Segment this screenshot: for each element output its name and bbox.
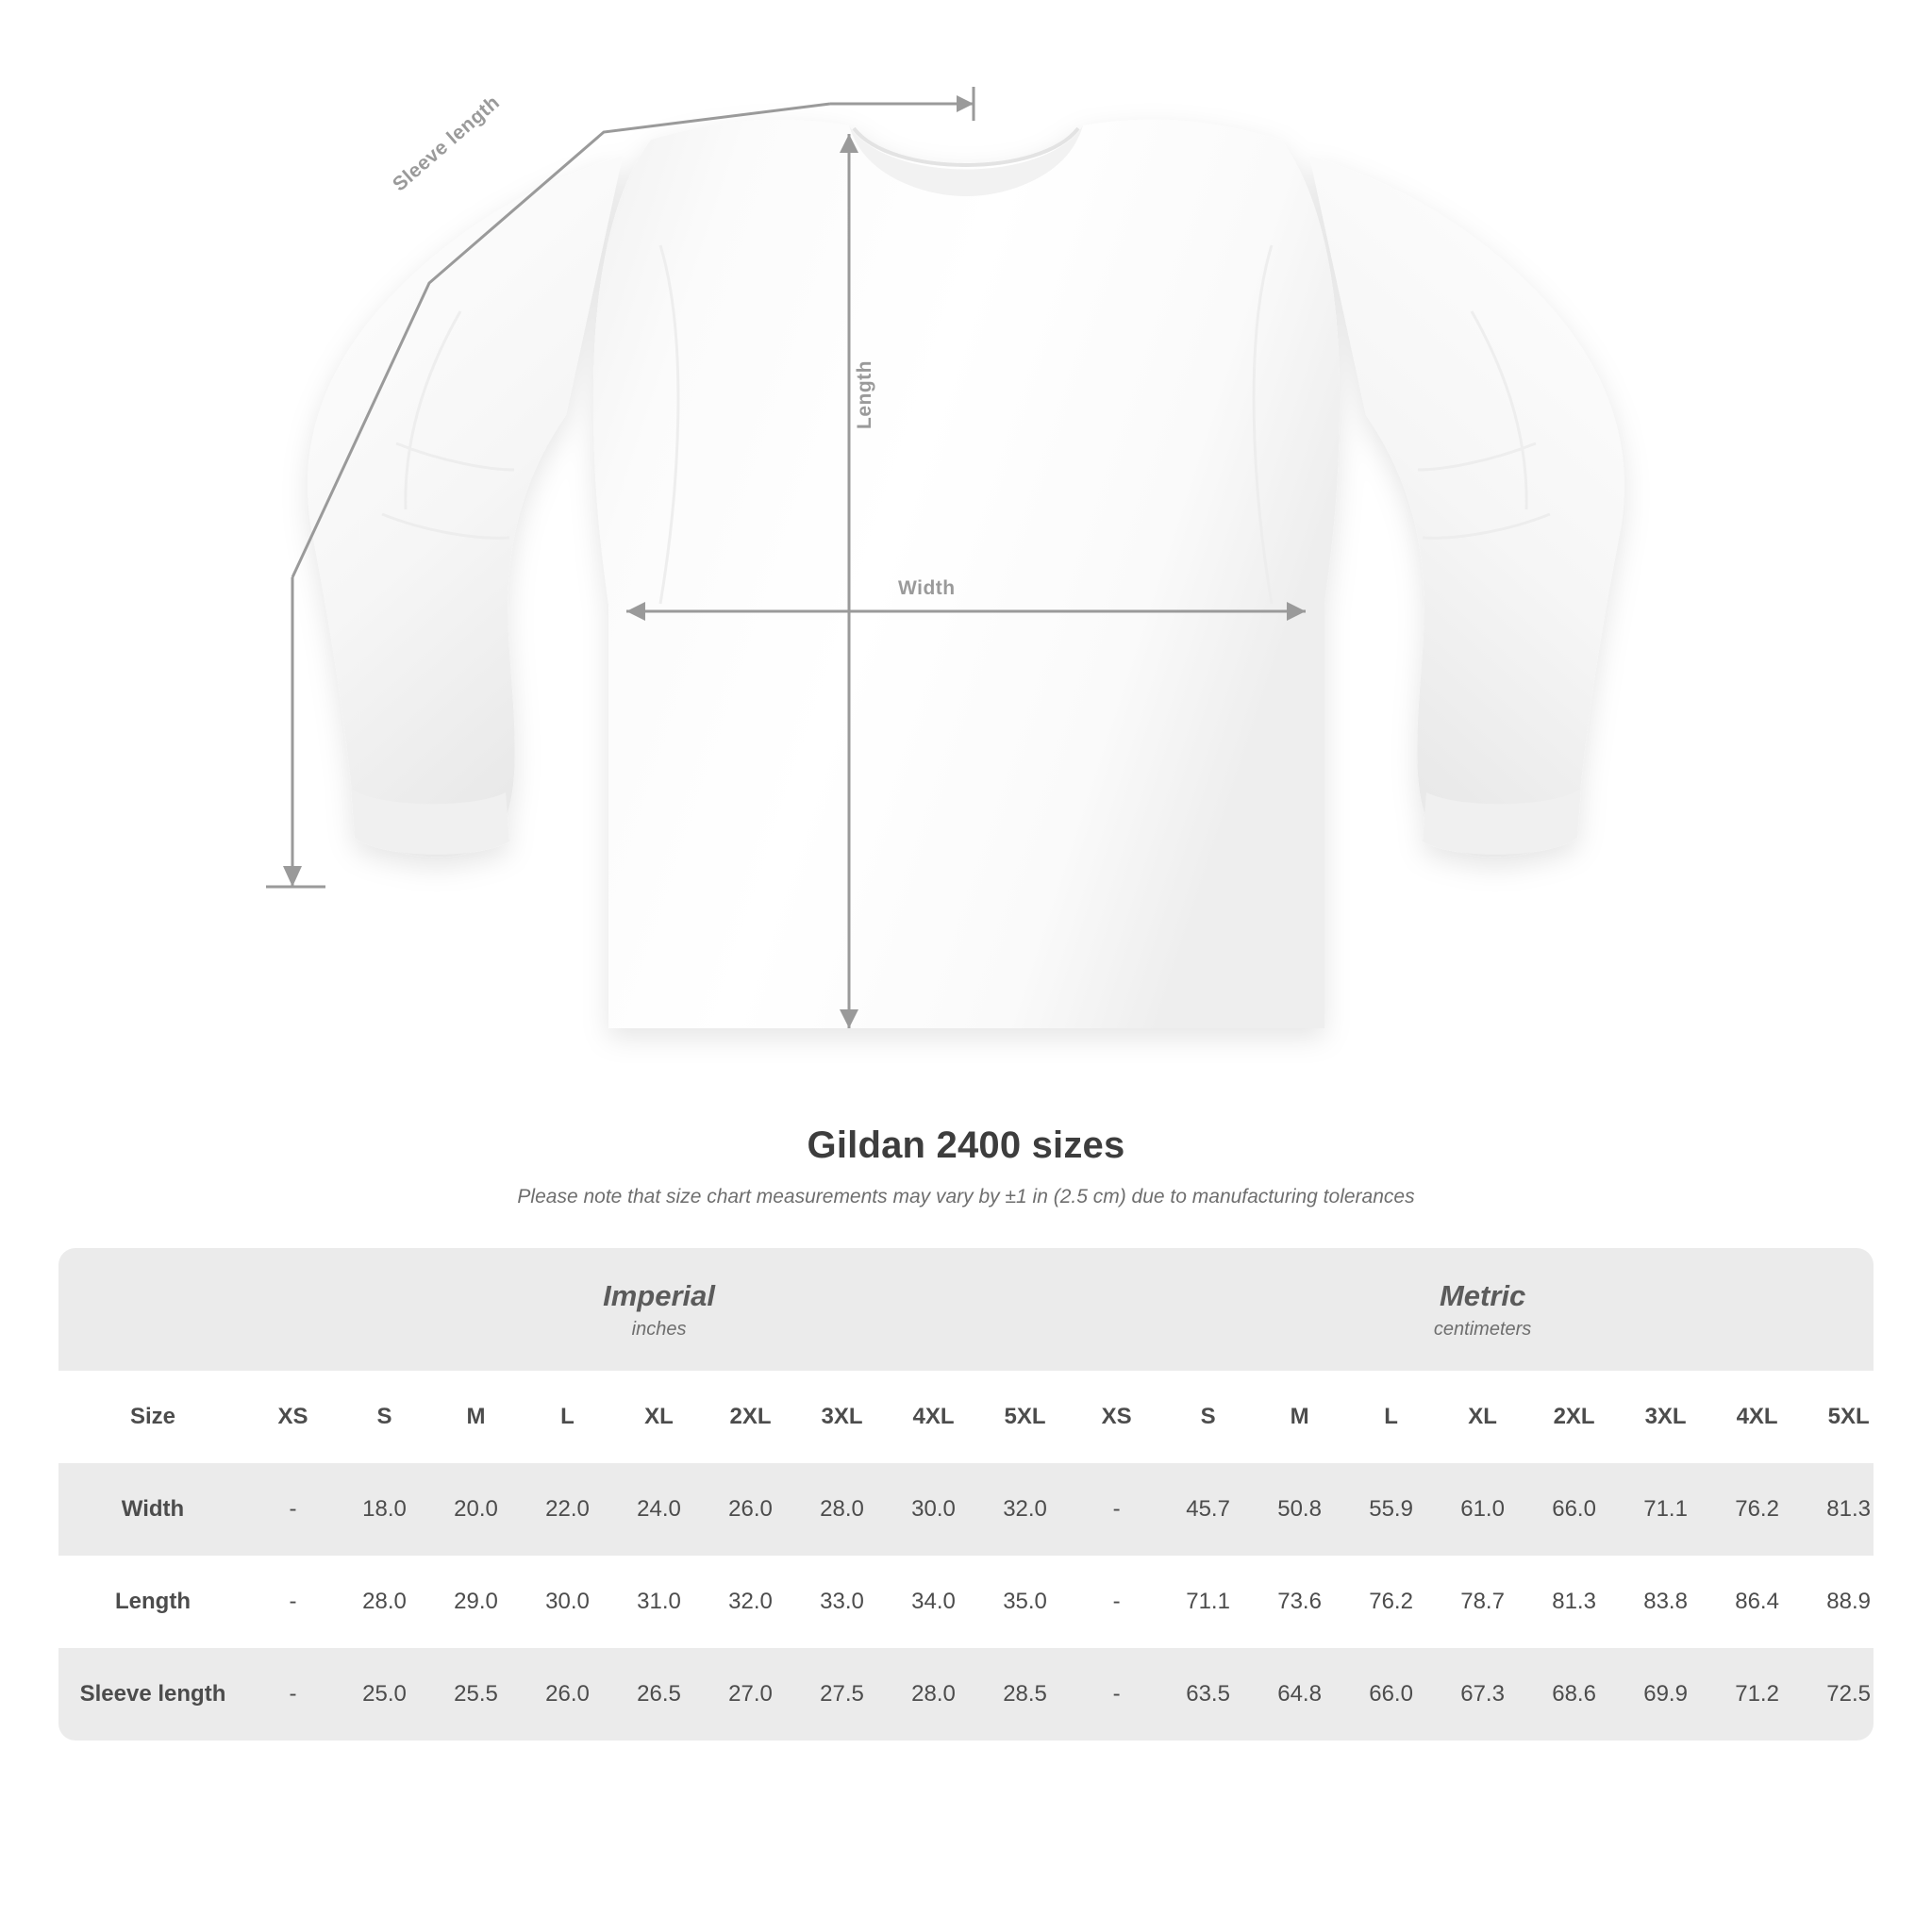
unit-sub-metric: centimeters <box>1433 1318 1532 1340</box>
cell-sleeve-imperial: 26.5 <box>613 1648 705 1740</box>
size-table-wrapper <box>58 1248 1874 1740</box>
cell-length-imperial: 34.0 <box>888 1556 979 1648</box>
cell-length-metric: 81.3 <box>1528 1556 1620 1648</box>
size-header-cell: XL <box>613 1371 705 1463</box>
cell-length-metric: 86.4 <box>1711 1556 1803 1648</box>
width-dimension-label: Width <box>898 577 956 599</box>
cell-sleeve-metric: 69.9 <box>1620 1648 1711 1740</box>
unit-header-metric <box>1071 1248 1874 1371</box>
cell-sleeve-imperial: 25.0 <box>339 1648 430 1740</box>
cell-width-imperial: 30.0 <box>888 1463 979 1556</box>
cell-length-metric: 73.6 <box>1254 1556 1345 1648</box>
cell-length-metric: 88.9 <box>1803 1556 1874 1648</box>
page-subtitle: Please note that size chart measurements may vary by ±1 in (2.5 cm) due to manufacturing tolerances <box>517 1186 1415 1208</box>
table-row-width <box>58 1463 1874 1556</box>
size-header-cell: L <box>522 1371 613 1463</box>
cell-sleeve-imperial: 27.0 <box>705 1648 796 1740</box>
cell-sleeve-metric: 68.6 <box>1528 1648 1620 1740</box>
cell-width-metric: 61.0 <box>1437 1463 1528 1556</box>
cell-width-metric: 66.0 <box>1528 1463 1620 1556</box>
cell-length-imperial: 30.0 <box>522 1556 613 1648</box>
cell-length-metric: - <box>1071 1556 1162 1648</box>
cell-width-metric: 50.8 <box>1254 1463 1345 1556</box>
cell-width-metric: 76.2 <box>1711 1463 1803 1556</box>
cell-width-metric: 81.3 <box>1803 1463 1874 1556</box>
cell-width-imperial: 26.0 <box>705 1463 796 1556</box>
size-header-cell: XL <box>1437 1371 1528 1463</box>
unit-sub-imperial: inches <box>631 1318 687 1340</box>
size-header-cell: 2XL <box>705 1371 796 1463</box>
cell-length-imperial: 32.0 <box>705 1556 796 1648</box>
size-header-cell: S <box>1162 1371 1254 1463</box>
cell-length-imperial: 35.0 <box>979 1556 1071 1648</box>
unit-header-imperial <box>247 1248 1071 1371</box>
cell-length-imperial: 28.0 <box>339 1556 430 1648</box>
cell-width-imperial: - <box>247 1463 339 1556</box>
size-header-cell: 4XL <box>1711 1371 1803 1463</box>
size-header-cell: 3XL <box>796 1371 888 1463</box>
size-table <box>58 1248 1874 1740</box>
cell-length-imperial: 31.0 <box>613 1556 705 1648</box>
table-row-sleeve-length <box>58 1648 1874 1740</box>
cell-length-imperial: 29.0 <box>430 1556 522 1648</box>
cell-sleeve-imperial: 28.0 <box>888 1648 979 1740</box>
cell-sleeve-metric: 67.3 <box>1437 1648 1528 1740</box>
size-header-cell: XS <box>247 1371 339 1463</box>
cell-width-imperial: 22.0 <box>522 1463 613 1556</box>
page-title: Gildan 2400 sizes <box>807 1124 1125 1166</box>
size-header-cell: 5XL <box>979 1371 1071 1463</box>
size-header-cell: 2XL <box>1528 1371 1620 1463</box>
row-label-length: Length <box>58 1556 247 1648</box>
cell-length-metric: 71.1 <box>1162 1556 1254 1648</box>
cell-sleeve-imperial: 26.0 <box>522 1648 613 1740</box>
length-dimension-label: Length <box>854 360 875 429</box>
size-header-cell: S <box>339 1371 430 1463</box>
size-header-cell: 4XL <box>888 1371 979 1463</box>
size-header-cell: L <box>1345 1371 1437 1463</box>
cell-length-imperial: - <box>247 1556 339 1648</box>
cell-sleeve-imperial: - <box>247 1648 339 1740</box>
size-header-row <box>58 1371 1874 1463</box>
cell-sleeve-metric: 66.0 <box>1345 1648 1437 1740</box>
unit-header-spacer <box>58 1248 247 1371</box>
size-header-cell: M <box>1254 1371 1345 1463</box>
size-header-label: Size <box>58 1371 247 1463</box>
cell-width-metric: 71.1 <box>1620 1463 1711 1556</box>
size-header-cell: 3XL <box>1620 1371 1711 1463</box>
size-header-cell: 5XL <box>1803 1371 1874 1463</box>
row-label-width: Width <box>58 1463 247 1556</box>
cell-width-imperial: 24.0 <box>613 1463 705 1556</box>
table-row-length <box>58 1556 1874 1648</box>
unit-name-imperial: Imperial <box>603 1278 715 1312</box>
cell-width-imperial: 20.0 <box>430 1463 522 1556</box>
cell-sleeve-metric: - <box>1071 1648 1162 1740</box>
cell-width-metric: - <box>1071 1463 1162 1556</box>
cell-width-metric: 55.9 <box>1345 1463 1437 1556</box>
size-header-cell: XS <box>1071 1371 1162 1463</box>
cell-sleeve-imperial: 27.5 <box>796 1648 888 1740</box>
cell-width-imperial: 32.0 <box>979 1463 1071 1556</box>
shirt-shape <box>308 120 1624 1028</box>
cell-length-metric: 76.2 <box>1345 1556 1437 1648</box>
unit-name-metric: Metric <box>1439 1278 1526 1312</box>
row-label-sleeve-length: Sleeve length <box>58 1648 247 1740</box>
cell-length-imperial: 33.0 <box>796 1556 888 1648</box>
cell-sleeve-imperial: 28.5 <box>979 1648 1071 1740</box>
size-header-cell: M <box>430 1371 522 1463</box>
cell-width-imperial: 28.0 <box>796 1463 888 1556</box>
cell-sleeve-metric: 63.5 <box>1162 1648 1254 1740</box>
cell-sleeve-metric: 64.8 <box>1254 1648 1345 1740</box>
unit-header-row <box>58 1248 1874 1371</box>
cell-sleeve-metric: 72.5 <box>1803 1648 1874 1740</box>
cell-width-metric: 45.7 <box>1162 1463 1254 1556</box>
cell-length-metric: 83.8 <box>1620 1556 1711 1648</box>
cell-length-metric: 78.7 <box>1437 1556 1528 1648</box>
cell-sleeve-imperial: 25.5 <box>430 1648 522 1740</box>
cell-sleeve-metric: 71.2 <box>1711 1648 1803 1740</box>
cell-width-imperial: 18.0 <box>339 1463 430 1556</box>
title-block <box>0 1124 1932 1208</box>
sleeve-length-dimension-label: Sleeve length <box>389 91 505 196</box>
